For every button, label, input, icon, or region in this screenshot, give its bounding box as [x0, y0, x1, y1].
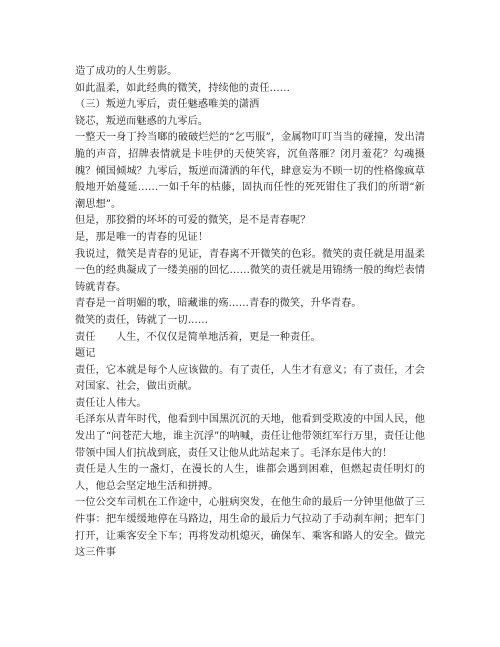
section-heading: （三）叛逆九零后，责任魅惑唯美的潇洒	[75, 99, 260, 111]
paragraph: 铙芯，叛逆而魅惑的九零后。	[75, 115, 209, 127]
paragraph: 微笑的责任，铸就了一切……	[75, 314, 209, 326]
paragraph: 责任，它本就是每个人应该做的。有了责任，人生才有意义；有了责任，才会对国家、社会，做出贡献。	[75, 364, 425, 393]
paragraph: 责任让人伟大。	[75, 397, 147, 409]
paragraph: 责任 人生，不仅仅是简单地活着，更是一种责任。	[75, 331, 321, 343]
document-body	[75, 64, 425, 562]
epigraph-label: 题记	[75, 348, 96, 360]
paragraph: 我说过，微笑是青春的见证，青春离不开微笑的色彩。微笑的责任就是用温柔一色的经典凝成了一缕美丽的回忆……微笑的责任就是用锦绣一般的绚烂表情铸就青春。	[75, 248, 425, 293]
paragraph: 毛泽东从青年时代，他看到中国黑沉沉的天地，他看到受欺凌的中国人民，他发出了“问苍茫大地，谁主沉浮”的呐喊，责任让他带领红军行万里，责任让他带领中国人们抗战到底，责任又让他从此站起来了。毛泽东是伟大的！	[75, 414, 425, 459]
paragraph: 一整天一身丁拎当啷的破破烂烂的“乞丐服”，金属物叮叮当当的碰撞，发出清脆的声音，招牌表情就是卡哇伊的天使笑容，沉鱼落雁？闭月羞花？勾魂摄魄？倾国倾城？九零后，叛逆而潇洒的年代，肆意妄为不顾一切的性格像疯草般地开始蔓延……一如千年的枯藤，固执而任性的死死钳住了我们的所谓“新潮思想”。	[75, 132, 425, 210]
paragraph: 责任是人生的一盏灯，在漫长的人生，谁都会遇到困难，但燃起责任明灯的人，他总会坚定地生活和拼搏。	[75, 464, 425, 492]
paragraph: 如此温柔，如此经典的微笑，持续他的责任……	[75, 82, 290, 94]
paragraph: 是，那是唯一的青春的见证！	[75, 231, 209, 243]
paragraph: 但是，那狡猾的坏坏的可爱的微笑，是不是青春呢？	[75, 215, 311, 227]
paragraph: 一位公交车司机在工作途中，心脏病突发，在他生命的最后一分钟里他做了三件事：把车缓缓地停在马路边，用生命的最后力气拉动了手动刹车闸；把车门打开，让乘客安全下车；再将发动机熄灭，确保车、乘客和路人的安全。做完这三件事	[75, 497, 425, 559]
paragraph: 青春是一首明媚的歌，暗藏谁的殇……青春的微笑，升华青春。	[75, 298, 362, 310]
paragraph: 造了成功的人生剪影。	[75, 66, 178, 77]
